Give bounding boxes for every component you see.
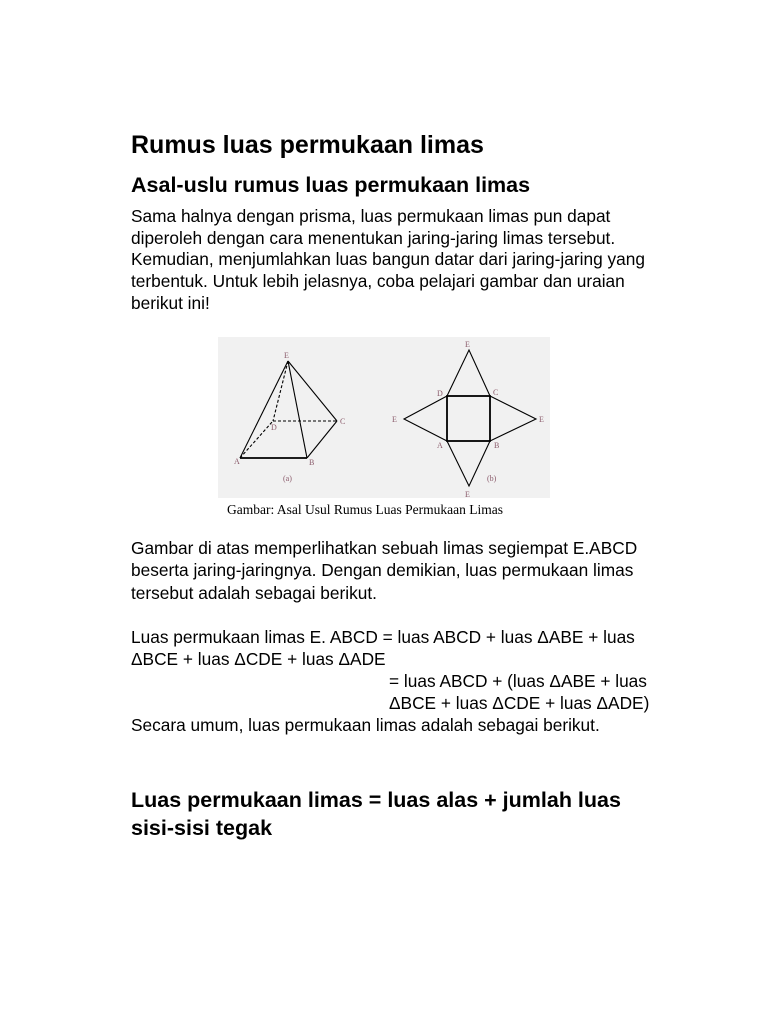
edge-ED-hidden <box>273 361 288 421</box>
net-triangle-right <box>490 396 536 441</box>
intro-paragraph: Sama halnya dengan prisma, luas permukaan limas pun dapat diperoleh dengan cara menentukan jaring-jaring limas tersebut. Kemudian, menjumlahkan luas bangun datar dari jaring-jaring yang terbentuk. Untuk lebih jelasnya, coba pelajari gambar dan uraian berikut ini! <box>131 206 645 313</box>
label-b-B: B <box>494 440 500 450</box>
label-b-E-left: E <box>392 414 397 424</box>
pyramid-net <box>404 350 536 486</box>
formula-block <box>131 626 651 714</box>
net-triangle-left <box>404 396 447 441</box>
label-b-E-right: E <box>539 414 544 424</box>
conclusion-formula: Luas permukaan limas = luas alas + jumlah luas sisi-sisi tegak <box>131 788 621 841</box>
label-b-C: C <box>493 387 499 397</box>
net-base-square <box>447 396 490 441</box>
edge-EC <box>288 361 337 421</box>
figure-image <box>218 337 550 498</box>
edge-AD-hidden <box>240 421 273 458</box>
label-b-sub: (b) <box>487 473 497 483</box>
label-b-D: D <box>437 388 443 398</box>
document-content <box>131 128 651 842</box>
label-b-A: A <box>437 440 443 450</box>
net-triangle-top <box>447 350 490 396</box>
edge-BC <box>307 421 337 458</box>
label-a-sub: (a) <box>283 473 292 483</box>
section-heading: Asal-uslu rumus luas permukaan limas <box>131 173 531 197</box>
label-a-C: C <box>340 416 346 426</box>
figure <box>131 337 651 522</box>
label-a-B: B <box>309 457 315 467</box>
label-a-A: A <box>234 456 240 466</box>
pyramid-diagram <box>218 337 550 498</box>
general-paragraph: Secara umum, luas permukaan limas adalah sebagai berikut. <box>131 715 600 736</box>
label-b-E-bottom: E <box>465 489 470 498</box>
net-triangle-bottom <box>447 441 490 486</box>
pyramid-solid <box>240 361 337 458</box>
formula-line-2: = luas ABCD + (luas ΔABE + luas ΔBCE + luas ΔCDE + luas ΔADE) <box>389 671 650 714</box>
explanation-paragraph: Gambar di atas memperlihatkan sebuah limas segiempat E.ABCD beserta jaring-jaringnya. Dengan demikian, luas permukaan limas tersebut adalah sebagai berikut. <box>131 537 638 603</box>
formula-line-1: Luas permukaan limas E. ABCD = luas ABCD + luas ΔABE + luas ΔBCE + luas ΔCDE + luas ΔADE <box>131 627 635 670</box>
page-title: Rumus luas permukaan limas <box>131 131 484 159</box>
figure-caption: Gambar: Asal Usul Rumus Luas Permukaan Limas <box>227 501 503 517</box>
edge-EA <box>240 361 288 458</box>
label-b-E-top: E <box>465 339 470 349</box>
label-a-E: E <box>284 350 289 360</box>
label-a-D: D <box>271 422 277 432</box>
edge-EB <box>288 361 307 458</box>
